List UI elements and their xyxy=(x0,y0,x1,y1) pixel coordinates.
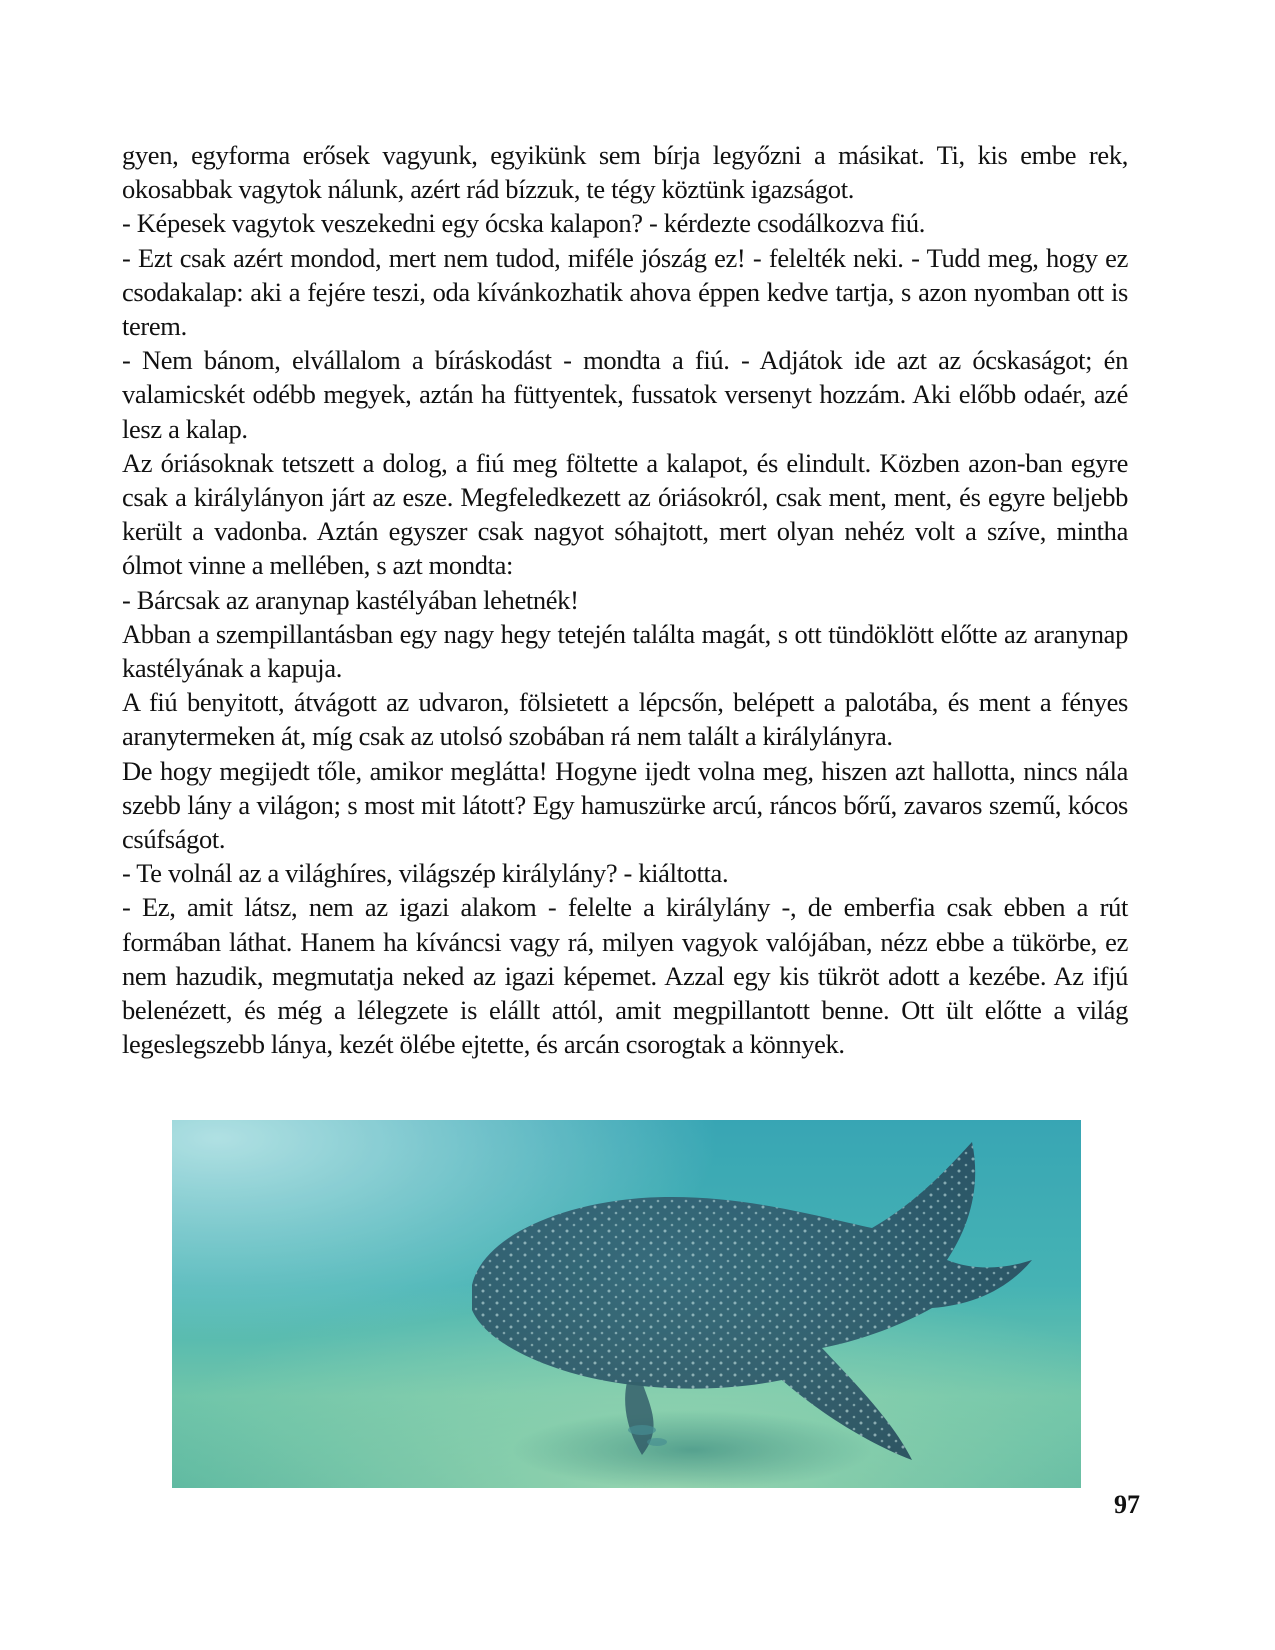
paragraph: - Képesek vagytok veszekedni egy ócska kalapon? - kérdezte csodálkozva fiú. xyxy=(122,208,926,239)
paragraph: A fiú benyitott, átvágott az udvaron, fölsietett a lépcsőn, belépett a palotába, és ment a fényes aranytermeken át, míg csak az utolsó szobában rá nem talált a királylányra. xyxy=(122,687,1128,752)
underwater-scene xyxy=(172,1120,1081,1488)
paragraph: - Bárcsak az aranynap kastélyában lehetnék! xyxy=(122,584,579,615)
paragraph: gyen, egyforma erősek vagyunk, egyikünk sem bírja legyőzni a másikat. Ti, kis embe rek, okosabbak vagytok nálunk, azért rád bízzuk, te tégy köztünk igazságot. xyxy=(122,140,1128,205)
whale-shark-photo xyxy=(172,1120,1081,1488)
paragraph: De hogy megijedt tőle, amikor meglátta! Hogyne ijedt volna meg, hiszen azt hallotta, nincs nála szebb lány a világon; s most mit látott? Egy hamuszürke arcú, ráncos bőrű, zavaros szemű, kócos csúfságot. xyxy=(122,755,1128,855)
paragraph: Abban a szempillantásban egy nagy hegy tetején találta magát, s ott tündöklött előtte az aranynap kastélyának a kapuja. xyxy=(122,618,1128,684)
paragraph: - Nem bánom, elvállalom a bíráskodást - mondta a fiú. - Adjátok ide azt az ócskaságot; én valamicskét odébb megyek, aztán ha füttyentek, fussatok versenyt hozzám. Aki előbb odaér, azé lesz a kalap. xyxy=(122,345,1128,444)
story-text xyxy=(122,138,1128,1061)
paragraph: Az óriásoknak tetszett a dolog, a fiú meg föltette a kalapot, és elindult. Közben azon-ban egyre csak a királylányon járt az esze. Megfeledkezett az óriásokról, csak ment, ment, és egyre beljebb került a vadonba. Aztán egyszer csak nagyot sóhajtott, mert olyan nehéz volt a szíve, mintha ólmot vinne a mellében, s azt mondta: xyxy=(122,447,1128,581)
page-number: 97 xyxy=(1114,1490,1140,1519)
paragraph: - Ez, amit látsz, nem az igazi alakom - felelte a királylány -, de emberfia csak ebben a rút formában láthat. Hanem ha kíváncsi vagy rá, milyen vagyok valójában, nézz ebbe a tükörbe, ez nem hazudik, megmutatja neked az igazi képemet. Azzal egy kis tükröt adott a kezébe. Az ifjú belenézett, és még a lélegzete is elállt attól, amit megpillantott benne. Ott ült előtte a világ legeslegszebb lánya, kezét ölébe ejtette, és arcán csorogtak a könnyek. xyxy=(122,892,1128,1060)
paragraph: - Te volnál az a világhíres, világszép királylány? - kiáltotta. xyxy=(122,858,729,889)
paragraph: - Ezt csak azért mondod, mert nem tudod, miféle jószág ez! - felelték neki. - Tudd meg, hogy ez csodakalap: aki a fejére teszi, oda kívánkozhatik ahova éppen kedve tartja, s azon nyomban ott is terem. xyxy=(122,242,1128,342)
